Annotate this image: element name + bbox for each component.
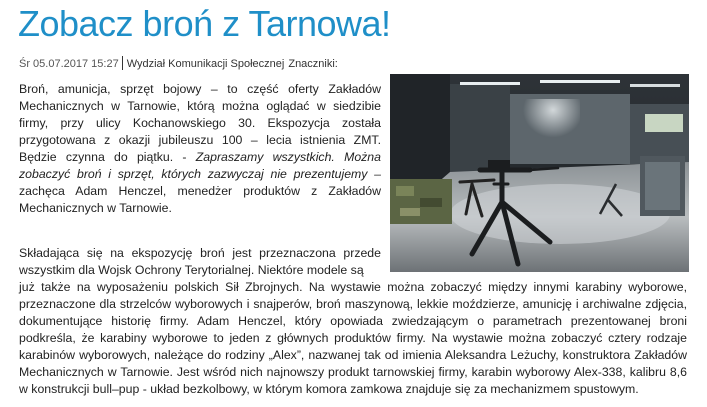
- paragraph-1: [19, 81, 381, 217]
- paragraph-1-text-b: zachęca Adam Henczel, menedżer produktów z Zakładów Mechanicznych w Tarnowie.: [19, 184, 381, 215]
- paragraph-2: [19, 245, 687, 398]
- paragraph-2-rest: już także na wyposażeniu polskich Sił Zbrojnych. Na wystawie można zobaczyć między innymi karabiny wyborowe, przeznaczone dla strzelców wyborowych i snajperów, broń maszynową, lekkie moździerze, amunicję i archiwalne zdjęcia, dokumentujące historię firmy. Adam Henczel, który opowiada zwiedzającym o parametrach prezentowanej broni podkreśla, że karabiny wyborowe to jeden z głównych produktów firmy. Na wystawie można zobaczyć cztery rodzaje karabinów wyborowych, należące do rodziny „Alex”, nazwanej tak od imienia Aleksandra Leżuchy, konstruktora Zakładów Mechanicznych w Tarnowie. Jest wśród nich najnowszy produkt tarnowskiej firmy, karabin wyborowy Alex-338, kalibru 8,6 w konstrukcji bull–pup - układ bezkolbowy, w którym komora zamkowa znajduje się za mechanizmem spustowym.: [19, 280, 687, 396]
- tags-label: Znaczniki:: [288, 58, 338, 70]
- photo-illustration: [390, 74, 689, 272]
- article-photo[interactable]: [390, 74, 689, 272]
- publish-date: Śr 05.07.2017 15:27: [19, 58, 119, 70]
- paragraph-1-text-a: Broń, amunicja, sprzęt bojowy – to część oferty Zakładów Mechanicznych w Tarnowie, którą można oglądać w siedzibie firmy, przy ulicy Kochanowskiego 30. Ekspozycja została przygotowana z okazji jubileuszu 100 – lecia istnienia ZMT. Będzie czynna do piątku. -: [19, 82, 381, 164]
- paragraph-2-lead: Składająca się na ekspozycję broń jest przeznaczona przede wszystkim dla Wojsk Ochrony Terytorialnej. Niektóre modele są: [19, 246, 381, 277]
- article-meta: [19, 56, 338, 71]
- author-link[interactable]: Wydział Komunikacji Społecznej: [126, 58, 285, 70]
- paragraph-1-quote: Zapraszamy wszystkich. Można zobaczyć broń i sprzęt, których zazwyczaj nie prezentujemy –: [19, 150, 381, 181]
- article-title: Zobacz broń z Tarnowa!: [18, 3, 391, 44]
- meta-divider: [122, 56, 123, 70]
